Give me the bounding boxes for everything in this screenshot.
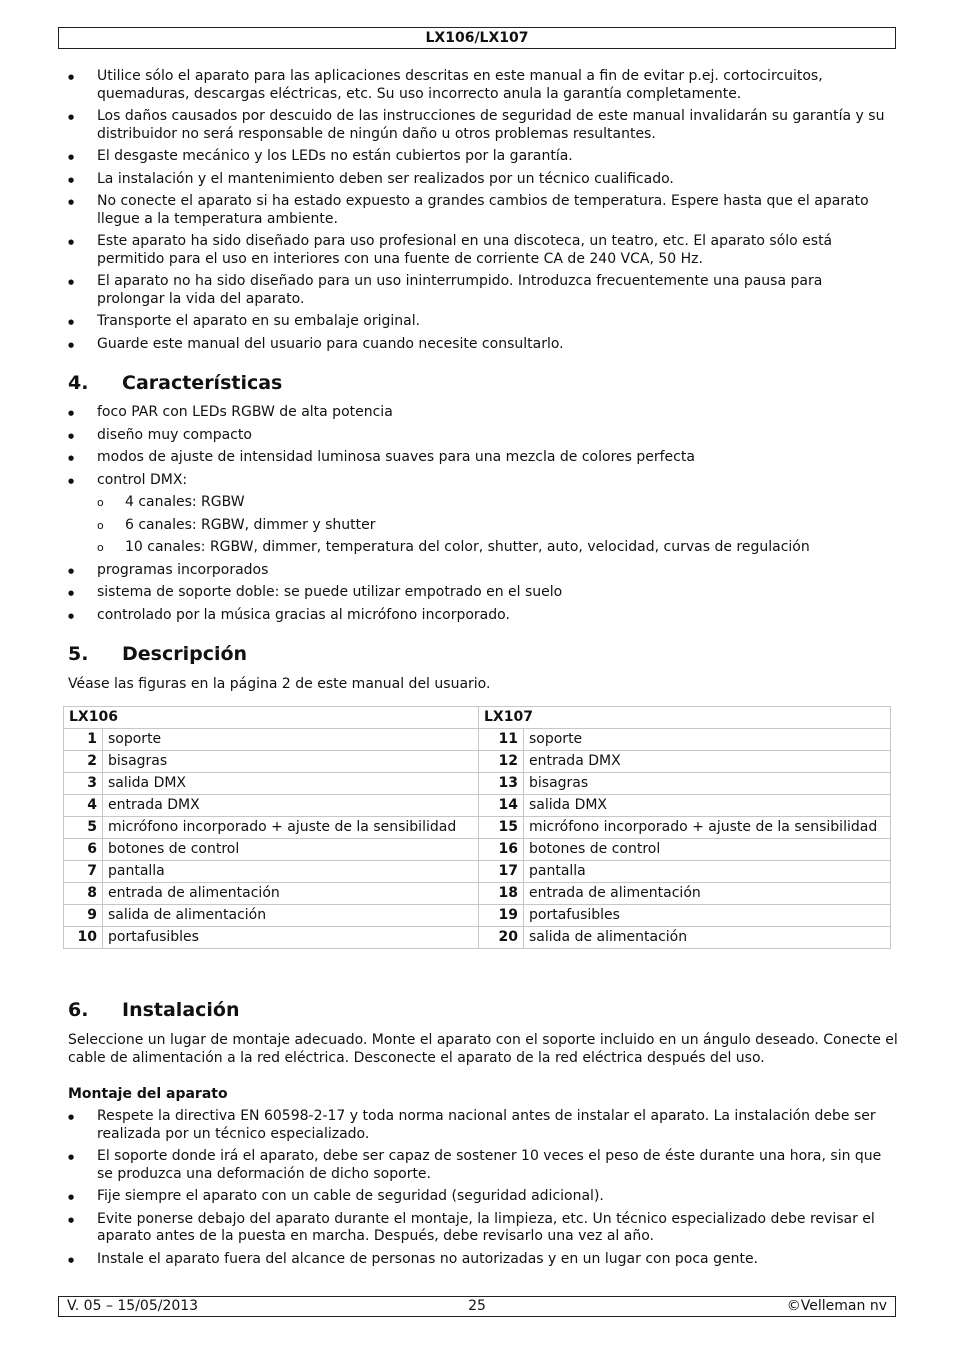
lx107-number-cell: 15 xyxy=(479,817,524,839)
list-item: ● Transporte el aparato en su embalaje original. xyxy=(68,313,888,331)
footer-copyright: ©Velleman nv xyxy=(786,1298,887,1314)
header-title: LX106/LX107 xyxy=(425,30,529,46)
table-row xyxy=(64,839,891,861)
section-title: Características xyxy=(122,372,283,394)
table-row xyxy=(64,905,891,927)
lx107-part-cell: entrada DMX xyxy=(524,751,891,773)
lx106-number-cell: 6 xyxy=(64,839,103,861)
table-row xyxy=(64,883,891,905)
table-row xyxy=(64,795,891,817)
lx106-part-cell: soporte xyxy=(103,729,479,751)
list-item: ● El aparato no ha sido diseñado para un uso ininterrumpido. Introduzca frecuentemente una pausa para prolongar la vida del aparato. xyxy=(68,273,888,308)
lx107-part-cell: entrada de alimentación xyxy=(524,883,891,905)
list-item: ● Fije siempre el aparato con un cable de seguridad (seguridad adicional). xyxy=(68,1188,888,1206)
lx107-part-cell: micrófono incorporado + ajuste de la sensibilidad xyxy=(524,817,891,839)
lx106-number-cell: 8 xyxy=(64,883,103,905)
list-item: ● Los daños causados por descuido de las instrucciones de seguridad de este manual invalidarán su garantía y su distribuidor no será responsable de ningún daño u otros problemas resultantes. xyxy=(68,108,888,143)
table-header-lx106: LX106 xyxy=(64,707,479,729)
lx107-number-cell: 12 xyxy=(479,751,524,773)
list-item: ● La instalación y el mantenimiento deben ser realizados por un técnico cualificado. xyxy=(68,171,888,189)
section-title: Descripción xyxy=(122,643,248,665)
table-row xyxy=(64,927,891,949)
page-header xyxy=(58,27,896,49)
lx107-number-cell: 20 xyxy=(479,927,524,949)
footer-page-number: 25 xyxy=(468,1298,486,1314)
table-row xyxy=(64,751,891,773)
table-row xyxy=(64,817,891,839)
lx106-part-cell: portafusibles xyxy=(103,927,479,949)
list-item: ● No conecte el aparato si ha estado expuesto a grandes cambios de temperatura. Espere hasta que el aparato llegue a la temperatura ambiente. xyxy=(68,193,888,228)
list-item: ● Instale el aparato fuera del alcance de personas no autorizadas y en un lugar con poca gente. xyxy=(68,1251,888,1269)
table-row xyxy=(64,773,891,795)
list-item: ● sistema de soporte doble: se puede utilizar empotrado en el suelo xyxy=(68,584,888,602)
lx107-number-cell: 17 xyxy=(479,861,524,883)
lx107-part-cell: salida de alimentación xyxy=(524,927,891,949)
list-item: ● El desgaste mecánico y los LEDs no están cubiertos por la garantía. xyxy=(68,148,888,166)
list-item: ● controlado por la música gracias al micrófono incorporado. xyxy=(68,607,888,625)
lx106-number-cell: 1 xyxy=(64,729,103,751)
lx106-part-cell: micrófono incorporado + ajuste de la sensibilidad xyxy=(103,817,479,839)
table-row xyxy=(64,729,891,751)
installation-subheading: Montaje del aparato xyxy=(68,1086,228,1102)
lx107-number-cell: 13 xyxy=(479,773,524,795)
lx107-part-cell: botones de control xyxy=(524,839,891,861)
lx106-number-cell: 10 xyxy=(64,927,103,949)
features-list xyxy=(68,404,888,629)
page-footer xyxy=(58,1296,896,1317)
lx107-part-cell: pantalla xyxy=(524,861,891,883)
lx107-number-cell: 11 xyxy=(479,729,524,751)
list-item: ● El soporte donde irá el aparato, debe ser capaz de sostener 10 veces el peso de éste durante una hora, sin que se produzca una deformación de dicho soporte. xyxy=(68,1148,888,1183)
installation-list xyxy=(68,1108,888,1273)
lx107-part-cell: salida DMX xyxy=(524,795,891,817)
sub-list-item: o 4 canales: RGBW xyxy=(68,494,888,512)
list-item: ● modos de ajuste de intensidad luminosa suaves para una mezcla de colores perfecta xyxy=(68,449,888,467)
lx106-number-cell: 4 xyxy=(64,795,103,817)
footer-version: V. 05 – 15/05/2013 xyxy=(67,1298,199,1314)
lx106-number-cell: 5 xyxy=(64,817,103,839)
lx107-part-cell: portafusibles xyxy=(524,905,891,927)
section-number: 5. xyxy=(68,643,89,665)
lx106-number-cell: 2 xyxy=(64,751,103,773)
list-item: ● control DMX: xyxy=(68,472,888,490)
lx107-number-cell: 18 xyxy=(479,883,524,905)
list-item: ● diseño muy compacto xyxy=(68,427,888,445)
lx106-number-cell: 3 xyxy=(64,773,103,795)
section-title: Instalación xyxy=(122,999,240,1021)
section-heading-description xyxy=(68,642,247,666)
lx107-part-cell: soporte xyxy=(524,729,891,751)
list-item: ● foco PAR con LEDs RGBW de alta potencia xyxy=(68,404,888,422)
description-intro: Véase las figuras en la página 2 de este manual del usuario. xyxy=(68,676,491,692)
lx106-part-cell: salida DMX xyxy=(103,773,479,795)
sub-list-item: o 10 canales: RGBW, dimmer, temperatura del color, shutter, auto, velocidad, curvas de regulación xyxy=(68,539,888,557)
lx106-number-cell: 7 xyxy=(64,861,103,883)
list-item: ● Utilice sólo el aparato para las aplicaciones descritas en este manual a fin de evitar p.ej. cortocircuitos, quemaduras, descargas eléctricas, etc. Su uso incorrecto anula la garantía completamente. xyxy=(68,68,888,103)
list-item: ● Guarde este manual del usuario para cuando necesite consultarlo. xyxy=(68,336,888,354)
lx106-part-cell: bisagras xyxy=(103,751,479,773)
lx106-part-cell: botones de control xyxy=(103,839,479,861)
section-number: 6. xyxy=(68,999,89,1021)
section-heading-installation xyxy=(68,998,240,1022)
table-header-lx107: LX107 xyxy=(479,707,891,729)
lx107-number-cell: 16 xyxy=(479,839,524,861)
lx107-number-cell: 19 xyxy=(479,905,524,927)
list-item: ● programas incorporados xyxy=(68,562,888,580)
list-item: ● Este aparato ha sido diseñado para uso profesional en una discoteca, un teatro, etc. El aparato sólo está permitido para el uso en interiores con una fuente de corriente CA de 240 VCA, 50 Hz. xyxy=(68,233,888,268)
lx107-part-cell: bisagras xyxy=(524,773,891,795)
lx106-part-cell: pantalla xyxy=(103,861,479,883)
section-heading-features xyxy=(68,371,282,395)
lx106-number-cell: 9 xyxy=(64,905,103,927)
list-item: ● Evite ponerse debajo del aparato durante el montaje, la limpieza, etc. Un técnico especializado debe revisar el aparato antes de la puesta en marcha. Después, debe revisarlo una vez al año. xyxy=(68,1211,888,1246)
table-row xyxy=(64,861,891,883)
safety-bullet-list xyxy=(68,68,888,358)
lx106-part-cell: entrada de alimentación xyxy=(103,883,479,905)
table-header-row xyxy=(64,707,891,729)
lx107-number-cell: 14 xyxy=(479,795,524,817)
parts-table xyxy=(63,706,891,949)
lx106-part-cell: salida de alimentación xyxy=(103,905,479,927)
sub-list-item: o 6 canales: RGBW, dimmer y shutter xyxy=(68,517,888,535)
list-item: ● Respete la directiva EN 60598-2-17 y toda norma nacional antes de instalar el aparato. La instalación debe ser realizada por un técnico especializado. xyxy=(68,1108,888,1143)
section-number: 4. xyxy=(68,372,89,394)
installation-intro: Seleccione un lugar de montaje adecuado. Monte el aparato con el soporte incluido en un ángulo deseado. Conecte el cable de alimentación a la red eléctrica. Desconecte el aparato de la red eléctrica después del uso. xyxy=(68,1032,898,1066)
lx106-part-cell: entrada DMX xyxy=(103,795,479,817)
